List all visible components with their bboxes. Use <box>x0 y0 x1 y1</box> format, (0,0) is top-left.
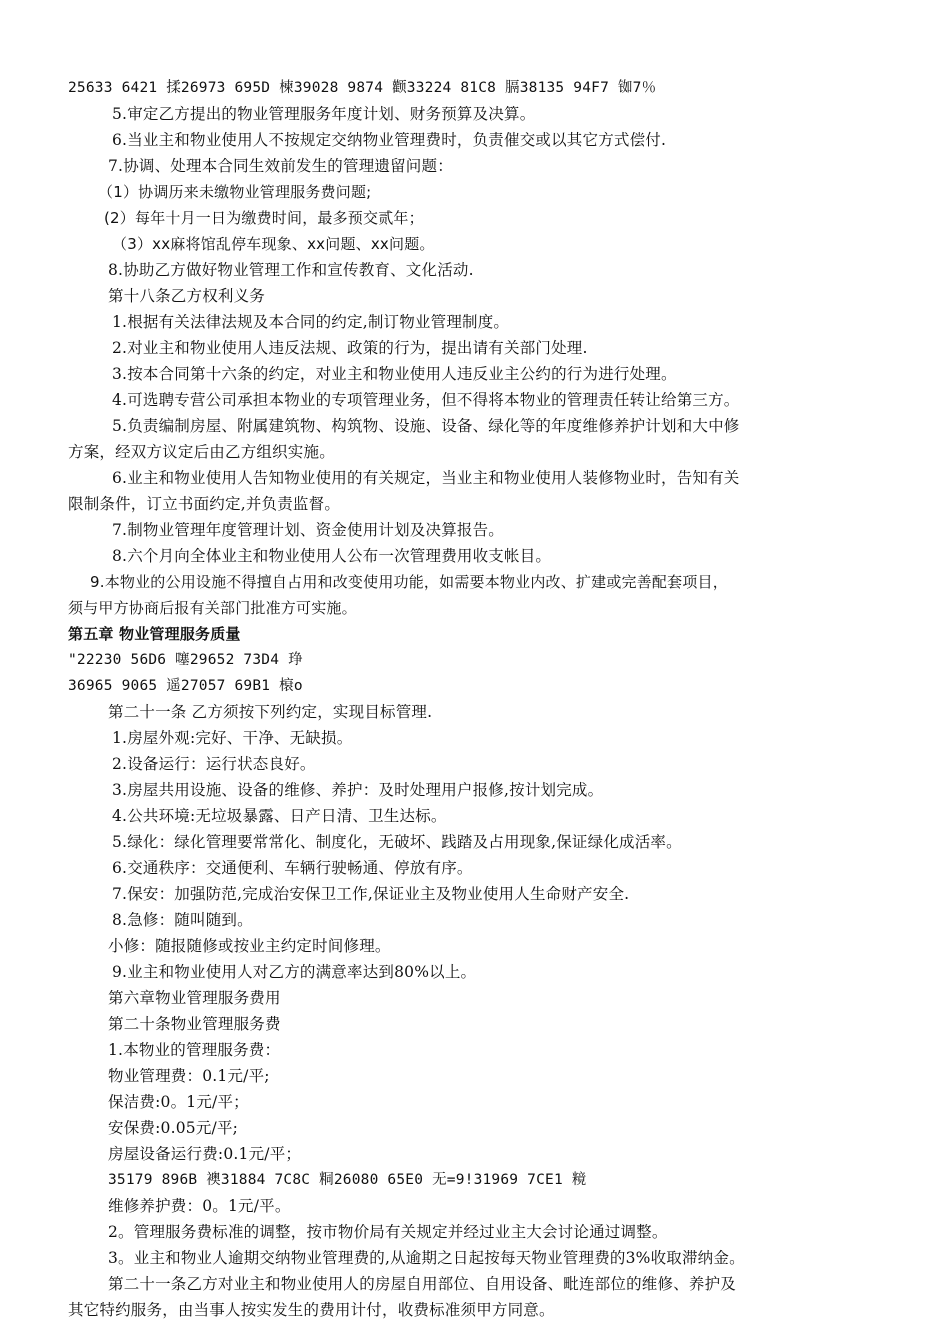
paragraph-line: 6.交通秩序：交通便利、车辆行驶畅通、停放有序。 <box>112 859 473 877</box>
paragraph-line: 4.公共环境:无垃圾暴露、日产日清、卫生达标。 <box>112 807 447 825</box>
paragraph-line: 7.保安：加强防范,完成治安保卫工作,保证业主及物业使用人生命财产安全. <box>112 885 630 903</box>
paragraph-line: 2.设备运行：运行状态良好。 <box>112 755 316 773</box>
paragraph-line: 5.审定乙方提出的物业管理服务年度计划、财务预算及决算。 <box>112 105 536 123</box>
paragraph-line: 1.根据有关法律法规及本合同的约定,制订物业管理制度。 <box>112 313 510 331</box>
paragraph-line: 小修：随报随修或按业主约定时间修理。 <box>108 937 391 955</box>
paragraph-line: 4.可选聘专营公司承担本物业的专项管理业务，但不得将本物业的管理责任转让给第三方。 <box>112 391 740 409</box>
garbled-code-line: 35179 896B 襖31884 7C8C 粡26080 65E0 无=9!31969 7CE1 糡 <box>108 1172 587 1188</box>
fee-item: 维修养护费：0。1元/平。 <box>108 1197 291 1215</box>
paragraph-line: 9.业主和物业使用人对乙方的满意率达到80%以上。 <box>112 963 477 981</box>
paragraph-line: 5.负责编制房屋、附属建筑物、构筑物、设施、设备、绿化等的年度维修养护计划和大中修 <box>112 417 740 435</box>
paragraph-line: 限制条件，订立书面约定,并负责监督。 <box>68 495 341 513</box>
paragraph-line: 8.六个月向全体业主和物业使用人公布一次管理费用收支帐目。 <box>112 547 552 565</box>
paragraph-line: 8.协助乙方做好物业管理工作和宣传教育、文化活动. <box>108 261 474 279</box>
fee-item: 物业管理费：0.1元/平; <box>108 1067 270 1085</box>
fee-item: 安保费:0.05元/平; <box>108 1119 239 1137</box>
article-heading: 第二十一条 乙方须按下列约定，实现目标管理. <box>108 703 433 721</box>
paragraph-line: 2.对业主和物业使用人违反法规、政策的行为，提出请有关部门处理. <box>112 339 588 357</box>
fee-item: 房屋设备运行费:0.1元/平； <box>108 1145 302 1163</box>
chapter-heading: 第六章物业管理服务费用 <box>108 989 281 1007</box>
paragraph-line: 须与甲方协商后报有关部门批准方可实施。 <box>68 599 357 617</box>
article-heading: 第十八条乙方权利义务 <box>108 287 266 305</box>
paragraph-line: 1.房屋外观:完好、干净、无缺损。 <box>112 729 353 747</box>
paragraph-line: 3.按本合同第十六条的约定，对业主和物业使用人违反业主公约的行为进行处理。 <box>112 365 677 383</box>
paragraph-line: 3.房屋共用设施、设备的维修、养护：及时处理用户报修,按计划完成。 <box>112 781 604 799</box>
paragraph-line: 其它特约服务，由当事人按实发生的费用计付，收费标准须甲方同意。 <box>68 1301 555 1319</box>
paragraph-line: 2。管理服务费标准的调整，按市物价局有关规定并经过业主大会讨论通过调整。 <box>108 1223 668 1241</box>
paragraph-line: 7.制物业管理年度管理计划、资金使用计划及决算报告。 <box>112 521 504 539</box>
article-heading: 第二十条物业管理服务费 <box>108 1015 281 1033</box>
garbled-code-line: 25633 6421 揉26973 695D 楝39028 9874 颧33224 81C8 膈38135 94F7 铷7％ <box>68 80 657 96</box>
garbled-code-line: "22230 56D6 噻29652 73D4 琤 <box>68 652 303 668</box>
paragraph-line: 9.本物业的公用设施不得擅自占用和改变使用功能，如需要本物业内改、扩建或完善配套项目， <box>90 573 728 591</box>
paragraph-line: 方案，经双方议定后由乙方组织实施。 <box>68 443 335 461</box>
article-heading: 第二十一条乙方对业主和物业使用人的房屋自用部位、自用设备、毗连部位的维修、养护及 <box>108 1275 737 1293</box>
chapter-heading: 第五章 物业管理服务质量 <box>68 625 241 643</box>
fee-item: 保洁费:0。1元/平； <box>108 1093 249 1111</box>
paragraph-line: 5.绿化：绿化管理要常常化、制度化，无破坏、践踏及占用现象,保证绿化成活率。 <box>112 833 682 851</box>
paragraph-line: 8.急修：随叫随到。 <box>112 911 253 929</box>
list-item: (2）每年十月一日为缴费时间，最多预交贰年； <box>104 209 424 227</box>
list-item: （3）xx麻将馆乱停车现象、xx问题、xx问题。 <box>112 235 435 253</box>
paragraph-line: 6.当业主和物业使用人不按规定交纳物业管理费时，负责催交或以其它方式偿付. <box>112 131 667 149</box>
list-item: （1）协调历来未缴物业管理服务费问题; <box>98 183 372 201</box>
paragraph-line: 1.本物业的管理服务费： <box>108 1041 281 1059</box>
garbled-code-line: 36965 9065 遥27057 69B1 榱o <box>68 678 303 694</box>
paragraph-line: 3。业主和物业人逾期交纳物业管理费的,从逾期之日起按每天物业管理费的3%收取滞纳金。 <box>108 1249 745 1267</box>
paragraph-line: 7.协调、处理本合同生效前发生的管理遗留问题： <box>108 157 453 175</box>
paragraph-line: 6.业主和物业使用人告知物业使用的有关规定，当业主和物业使用人装修物业时，告知有关 <box>112 469 740 487</box>
